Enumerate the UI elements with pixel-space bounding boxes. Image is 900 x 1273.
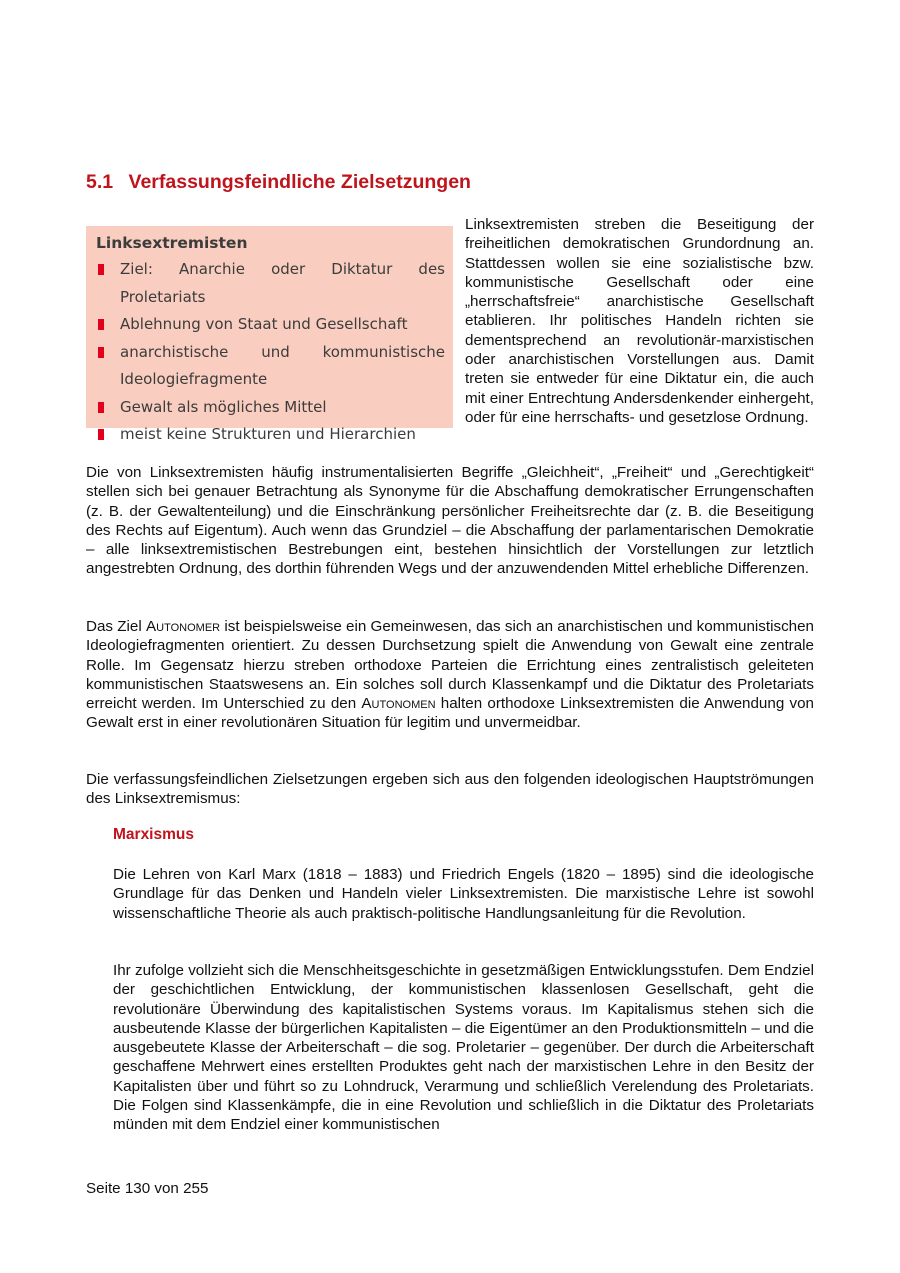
infobox-item-text: Ziel: Anarchie oder Diktatur des Proletariats <box>120 260 445 306</box>
infobox-item-text: anarchistische und kommunistische Ideologiefragmente <box>120 342 445 388</box>
infobox-item <box>96 394 445 422</box>
red-square-bullet-icon <box>98 319 104 330</box>
section-title: Verfassungsfeindliche Zielsetzungen <box>128 171 471 193</box>
infobox-item <box>96 256 445 311</box>
paragraph-marxismus-intro: Die Lehren von Karl Marx (1818 – 1883) und Friedrich Engels (1820 – 1895) sind die ideologische Grundlage für das Denken und Handeln vieler Linksextremisten. Die marxistische Lehre ist sowohl wissenschaftliche Theorie als auch praktisch-politische Handlungsanleitung für die Revolution. <box>113 866 814 922</box>
red-square-bullet-icon <box>98 264 104 275</box>
red-square-bullet-icon <box>98 429 104 440</box>
section-heading <box>86 171 471 194</box>
summary-infobox <box>86 226 453 443</box>
infobox-item-text: meist keine Strukturen und Hierarchien <box>120 425 416 443</box>
term-autonomen: Autonomen <box>361 695 436 713</box>
paragraph-main-currents: Die verfassungsfeindlichen Zielsetzungen ergeben sich aus den folgenden ideologischen Hauptströmungen des Linksextremismus: <box>86 771 814 808</box>
infobox-item <box>96 339 445 394</box>
infobox-item <box>96 421 445 449</box>
paragraph-text: halten orthodoxe Linksextremisten die Anwendung von Gewalt erst in einer revolutionären Situation für legitim und unvermeidbar. <box>86 695 814 732</box>
paragraph-autonome <box>86 617 814 733</box>
section-number: 5.1 <box>86 171 114 193</box>
page-number: Seite 130 von 255 <box>86 1180 209 1197</box>
infobox-item <box>96 311 445 339</box>
infobox-title: Linksextremisten <box>96 234 248 252</box>
paragraph-marxismus-history: Ihr zufolge vollzieht sich die Menschheitsgeschichte in gesetzmäßigen Entwicklungsstufen. Dem Endziel der geschichtlichen Entwicklung, der kommunistischen klassenlosen Gesellschaft, geht die revolutionäre Überwindung des kapitalistischen Systems voraus. Im Kapitalismus stehen sich die ausbeutende Klasse der bürgerlichen Kapitalisten – die Eigentümer an den Produktionsmitteln – und die ausgebeutete Klasse der Arbeiterschaft – die sog. Proletarier – gegenüber. Der durch die Arbeiterschaft geschaffene Mehrwert eines erstellten Produktes geht nach der marxistischen Lehre in den Besitz der Kapitalisten über und führt so zu Lohndruck, Verarmung und schließlich Verelendung des Proletariats. Die Folgen sind Klassenkämpfe, die in eine Revolution und schließlich in die Diktatur des Proletariats münden mit dem Endziel einer kommunistischen <box>113 962 814 1134</box>
paragraph-text: Das Ziel <box>86 618 147 635</box>
infobox-item-text: Gewalt als mögliches Mittel <box>120 397 327 416</box>
paragraph-text: ist beispielsweise ein Gemeinwesen, das sich an anarchistischen und kommunistischen Ideologiefragmenten orientiert. Zu dessen Durchsetzung spielt die Anwendung von Gewalt eine zentrale Rolle. Im Gegensatz hierzu streben orthodoxe Parteien die Errichtung eines zentralistisch geleiteten kommunistischen Staatswesens an. Ein solches soll durch Klassenkampf und die Diktatur des Proletariats erreicht werden. Im Unterschied zu den <box>86 618 814 713</box>
intro-paragraph: Linksextremisten streben die Beseitigung der freiheitlichen demokratischen Grundordnung an. Stattdessen wollen sie eine sozialistische bzw. kommunistische Gesellschaft oder eine „herrschaftsfreie“ anarchistische Gesellschaft etablieren. Ihr politisches Handeln richten sie dementsprechend an revolutionär-marxistischen oder anarchistischen Vorstellungen aus. Damit treten sie entweder für eine Diktatur ein, die auch mit einer Entrechtung Andersdenkender einhergeht, oder für eine herrschafts- und gesetzlose Ordnung. <box>465 216 814 426</box>
term-autonomer: Autonomer <box>146 618 221 635</box>
subheading-marxismus: Marxismus <box>113 826 194 843</box>
infobox-list <box>96 256 445 449</box>
red-square-bullet-icon <box>98 402 104 413</box>
red-square-bullet-icon <box>98 347 104 358</box>
infobox-item-text: Ablehnung von Staat und Gesellschaft <box>120 315 408 333</box>
paragraph-terms: Die von Linksextremisten häufig instrumentalisierten Begriffe „Gleichheit“, „Freiheit“ und „Gerechtigkeit“ stellen sich bei genauer Betrachtung als Synonyme für die Abschaffung demokratischer Errungenschaften (z. B. der Gewaltenteilung) und die Einschränkung persönlicher Freiheitsrechte dar (z. B. die Beseitigung des Rechts auf Eigentum). Auch wenn das Grundziel – die Abschaffung der parlamentarischen Demokratie – alle linksextremistischen Bestrebungen eint, bestehen hinsichtlich der Vorstellungen zur letztlich angestrebten Ordnung, des dorthin führenden Wegs und der anzuwendenden Mittel erhebliche Differenzen. <box>86 464 814 578</box>
